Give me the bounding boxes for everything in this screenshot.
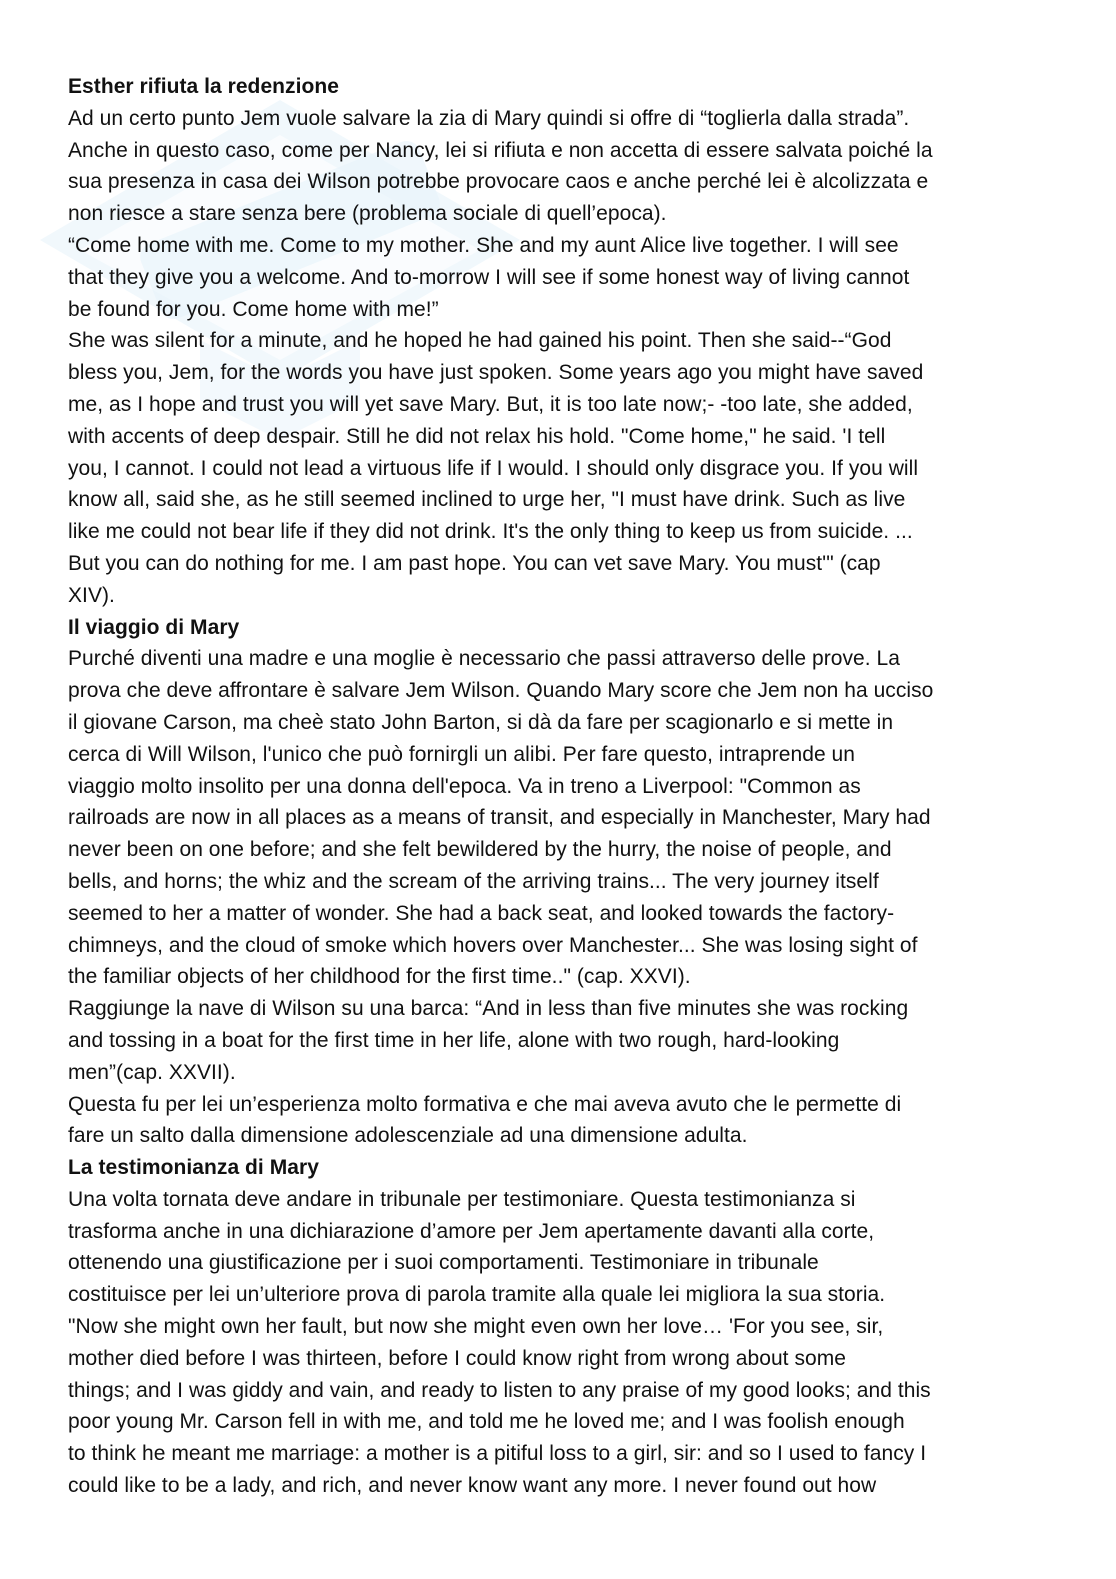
- quote-line: XIV).: [68, 583, 115, 607]
- quote-line: that they give you a welcome. And to-morrow I will see if some honest way of living cannot: [68, 265, 910, 289]
- paragraph-line: viaggio molto insolito per una donna dell'epoca. Va in treno a Liverpool: "Common as: [68, 774, 861, 798]
- paragraph-line: trasforma anche in una dichiarazione d’amore per Jem apertamente davanti alla corte,: [68, 1219, 875, 1243]
- paragraph-line: never been on one before; and she felt bewildered by the hurry, the noise of people, and: [68, 838, 892, 862]
- paragraph-line: could like to be a lady, and rich, and never know want any more. I never found out how: [68, 1474, 877, 1498]
- paragraph-line: Purché diventi una madre e una moglie è necessario che passi attraverso delle prove. La: [68, 647, 900, 671]
- paragraph-line: non riesce a stare senza bere (problema sociale di quell’epoca).: [68, 202, 667, 226]
- quote-line: me, as I hope and trust you will yet save Mary. But, it is too late now;- -too late, she added,: [68, 392, 913, 416]
- quote-line: She was silent for a minute, and he hoped he had gained his point. Then she said--“God: [68, 329, 892, 353]
- paragraph-line: il giovane Carson, ma cheè stato John Barton, si dà da fare per scagionarlo e si mette in: [68, 710, 894, 734]
- section-heading: Esther rifiuta la redenzione: [68, 75, 339, 98]
- quote-line: “Come home with me. Come to my mother. She and my aunt Alice live together. I will see: [68, 233, 899, 257]
- quote-line: But you can do nothing for me. I am past hope. You can vet save Mary. You must'" (cap: [68, 551, 881, 575]
- paragraph-line: men”(cap. XXVII).: [68, 1060, 236, 1084]
- section-heading: La testimonianza di Mary: [68, 1156, 319, 1180]
- paragraph-line: ottenendo una giustificazione per i suoi comportamenti. Testimoniare in tribunale: [68, 1251, 819, 1275]
- paragraph-line: mother died before I was thirteen, before I could know right from wrong about some: [68, 1346, 847, 1370]
- paragraph-line: cerca di Will Wilson, l'unico che può fornirgli un alibi. Per fare questo, intraprende un: [68, 742, 856, 766]
- paragraph-line: "Now she might own her fault, but now she might even own her love… 'For you see, sir,: [68, 1315, 884, 1339]
- paragraph-line: prova che deve affrontare è salvare Jem Wilson. Quando Mary score che Jem non ha ucciso: [68, 679, 934, 703]
- document-body: [68, 71, 1058, 1502]
- paragraph-line: chimneys, and the cloud of smoke which hovers over Manchester... She was losing sight of: [68, 933, 918, 957]
- paragraph-line: Ad un certo punto Jem vuole salvare la zia di Mary quindi si offre di “toglierla dalla strada”.: [68, 106, 910, 130]
- paragraph-line: Anche in questo caso, come per Nancy, lei si rifiuta e non accetta di essere salvata poiché la: [68, 138, 933, 162]
- paragraph-line: and tossing in a boat for the first time in her life, alone with two rough, hard-looking: [68, 1028, 840, 1052]
- paragraph-line: costituisce per lei un’ulteriore prova di parola tramite alla quale lei migliora la sua storia.: [68, 1283, 886, 1307]
- paragraph-line: fare un salto dalla dimensione adolescenziale ad una dimensione adulta.: [68, 1124, 748, 1148]
- paragraph-line: sua presenza in casa dei Wilson potrebbe provocare caos e anche perché lei è alcolizzata e: [68, 170, 929, 194]
- paragraph-line: seemed to her a matter of wonder. She had a back seat, and looked towards the factory-: [68, 901, 895, 925]
- quote-line: bless you, Jem, for the words you have just spoken. Some years ago you might have saved: [68, 361, 924, 385]
- paragraph-line: Una volta tornata deve andare in tribunale per testimoniare. Questa testimonianza si: [68, 1187, 856, 1211]
- paragraph-line: things; and I was giddy and vain, and ready to listen to any praise of my good looks; and this: [68, 1378, 931, 1402]
- quote-line: like me could not bear life if they did not drink. It's the only thing to keep us from suicide. ...: [68, 520, 913, 544]
- paragraph-line: Questa fu per lei un’esperienza molto formativa e che mai aveva avuto che le permette di: [68, 1092, 902, 1116]
- paragraph-line: to think he meant me marriage: a mother is a pitiful loss to a girl, sir: and so I used to fancy I: [68, 1442, 927, 1466]
- paragraph-line: the familiar objects of her childhood for the first time.." (cap. XXVI).: [68, 965, 691, 989]
- paragraph-line: Raggiunge la nave di Wilson su una barca: “And in less than five minutes she was rocking: [68, 997, 909, 1021]
- paragraph-line: bells, and horns; the whiz and the scream of the arriving trains... The very journey itself: [68, 869, 879, 893]
- quote-line: with accents of deep despair. Still he did not relax his hold. "Come home," he said. 'I tell: [68, 424, 886, 448]
- paragraph-line: poor young Mr. Carson fell in with me, and told me he loved me; and I was foolish enough: [68, 1410, 905, 1434]
- paragraph-line: railroads are now in all places as a means of transit, and especially in Manchester, Mary had: [68, 806, 931, 830]
- quote-line: know all, said she, as he still seemed inclined to urge her, "I must have drink. Such as live: [68, 488, 906, 512]
- quote-line: be found for you. Come home with me!”: [68, 297, 439, 321]
- quote-line: you, I cannot. I could not lead a virtuous life if I would. I should only disgrace you. If you will: [68, 456, 919, 480]
- section-heading: Il viaggio di Mary: [68, 615, 240, 639]
